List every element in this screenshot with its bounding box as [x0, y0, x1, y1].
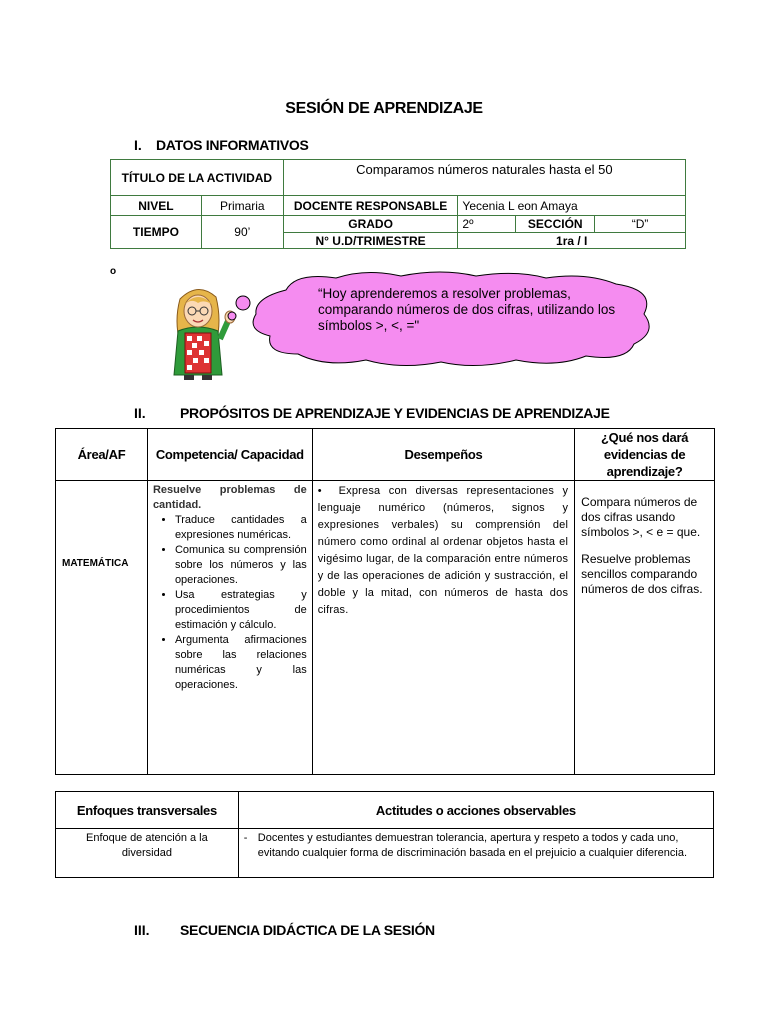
tiempo-label: TIEMPO	[111, 216, 202, 249]
ud-label: N° U.D/TRIMESTRE	[283, 233, 458, 249]
nivel-label: NIVEL	[111, 196, 202, 216]
header-evidencias: ¿Qué nos dará evidencias de aprendizaje?	[575, 429, 715, 481]
evidencia-item: Compara números de dos cifras usando símbolos >, < e = que.	[581, 495, 701, 539]
section-1-title: DATOS INFORMATIVOS	[156, 137, 309, 153]
capacidad-item: • Usa estrategias y procedimientos de estimación y cálculo.	[175, 588, 307, 633]
grado-value: 2º	[458, 216, 516, 233]
enfoques-table	[55, 791, 714, 878]
header-desempenos: Desempeños	[312, 429, 574, 481]
info-table	[110, 159, 686, 249]
capacidad-item: • Comunica su comprensión sobre los números y las operaciones.	[175, 543, 307, 588]
desempeno-cell	[312, 481, 574, 775]
section-3-number: III.	[134, 922, 150, 938]
evidencia-item: Resuelve problemas sencillos comparando números de dos cifras.	[581, 552, 703, 596]
capacidades-list	[153, 513, 307, 693]
page-title: SESIÓN DE APRENDIZAJE	[285, 100, 483, 117]
capacidad-item: • Argumenta afirmaciones sobre las relaciones numéricas y las operaciones.	[175, 633, 307, 693]
seccion-label: SECCIÓN	[516, 216, 595, 233]
tiempo-value: 90’	[201, 216, 283, 249]
header-competencia: Competencia/ Capacidad	[147, 429, 312, 481]
desempeno-text: Expresa con diversas representaciones y lenguaje numérico (números, signos y expresiones verbales) su comprensión del número como ordinal al ordenar objetos hasta el vigésimo lugar, de la comparación entre números y de las operaciones de adición y sustracción, el doble y la mitad, con números de hasta dos cifras.	[317, 485, 569, 616]
seccion-value: “D”	[595, 216, 686, 233]
section-2-number: II.	[134, 405, 146, 421]
stray-mark: o	[110, 266, 117, 277]
capacidad-item: • Traduce cantidades a expresiones numéricas.	[175, 513, 307, 543]
purposes-table	[55, 428, 715, 775]
enfoque-cell: Enfoque de atención a la diversidad	[56, 829, 239, 878]
ud-value: 1ra / I	[458, 233, 686, 249]
section-3-title: SECUENCIA DIDÁCTICA DE LA SESIÓN	[180, 922, 435, 938]
docente-value: Yecenia L eon Amaya	[458, 196, 686, 216]
bubble-text: “Hoy aprenderemos a resolver problemas, comparando números de dos cifras, utilizando los símbolos >, <, ="	[318, 286, 616, 333]
enfoques-header-left: Enfoques transversales	[56, 792, 239, 829]
section-2-title: PROPÓSITOS DE APRENDIZAJE Y EVIDENCIAS DE APRENDIZAJE	[180, 405, 610, 421]
section-1-number: I.	[134, 137, 142, 153]
enfoques-header-right: Actitudes o acciones observables	[238, 792, 713, 829]
titulo-label: TÍTULO DE LA ACTIVIDAD	[111, 160, 284, 196]
header-area: Área/AF	[56, 429, 148, 481]
titulo-value: Comparamos números naturales hasta el 50	[283, 160, 685, 196]
desempeno-bullet: •	[317, 485, 322, 497]
actitud-cell	[238, 829, 713, 878]
competencia-title: Resuelve problemas de cantidad.	[152, 484, 307, 511]
competencia-cell	[147, 481, 312, 775]
evidencias-cell	[575, 481, 715, 775]
actitud-text: Docentes y estudiantes demuestran tolerancia, apertura y respeto a todos y cada uno, evitando cualquier forma de discriminación basada en el prejuicio a cualquier diferencia.	[257, 832, 688, 859]
nivel-value: Primaria	[201, 196, 283, 216]
grado-label: GRADO	[283, 216, 458, 233]
docente-label: DOCENTE RESPONSABLE	[283, 196, 458, 216]
area-cell: MATEMÁTICA	[56, 481, 148, 775]
actitud-dash: -	[243, 832, 248, 844]
